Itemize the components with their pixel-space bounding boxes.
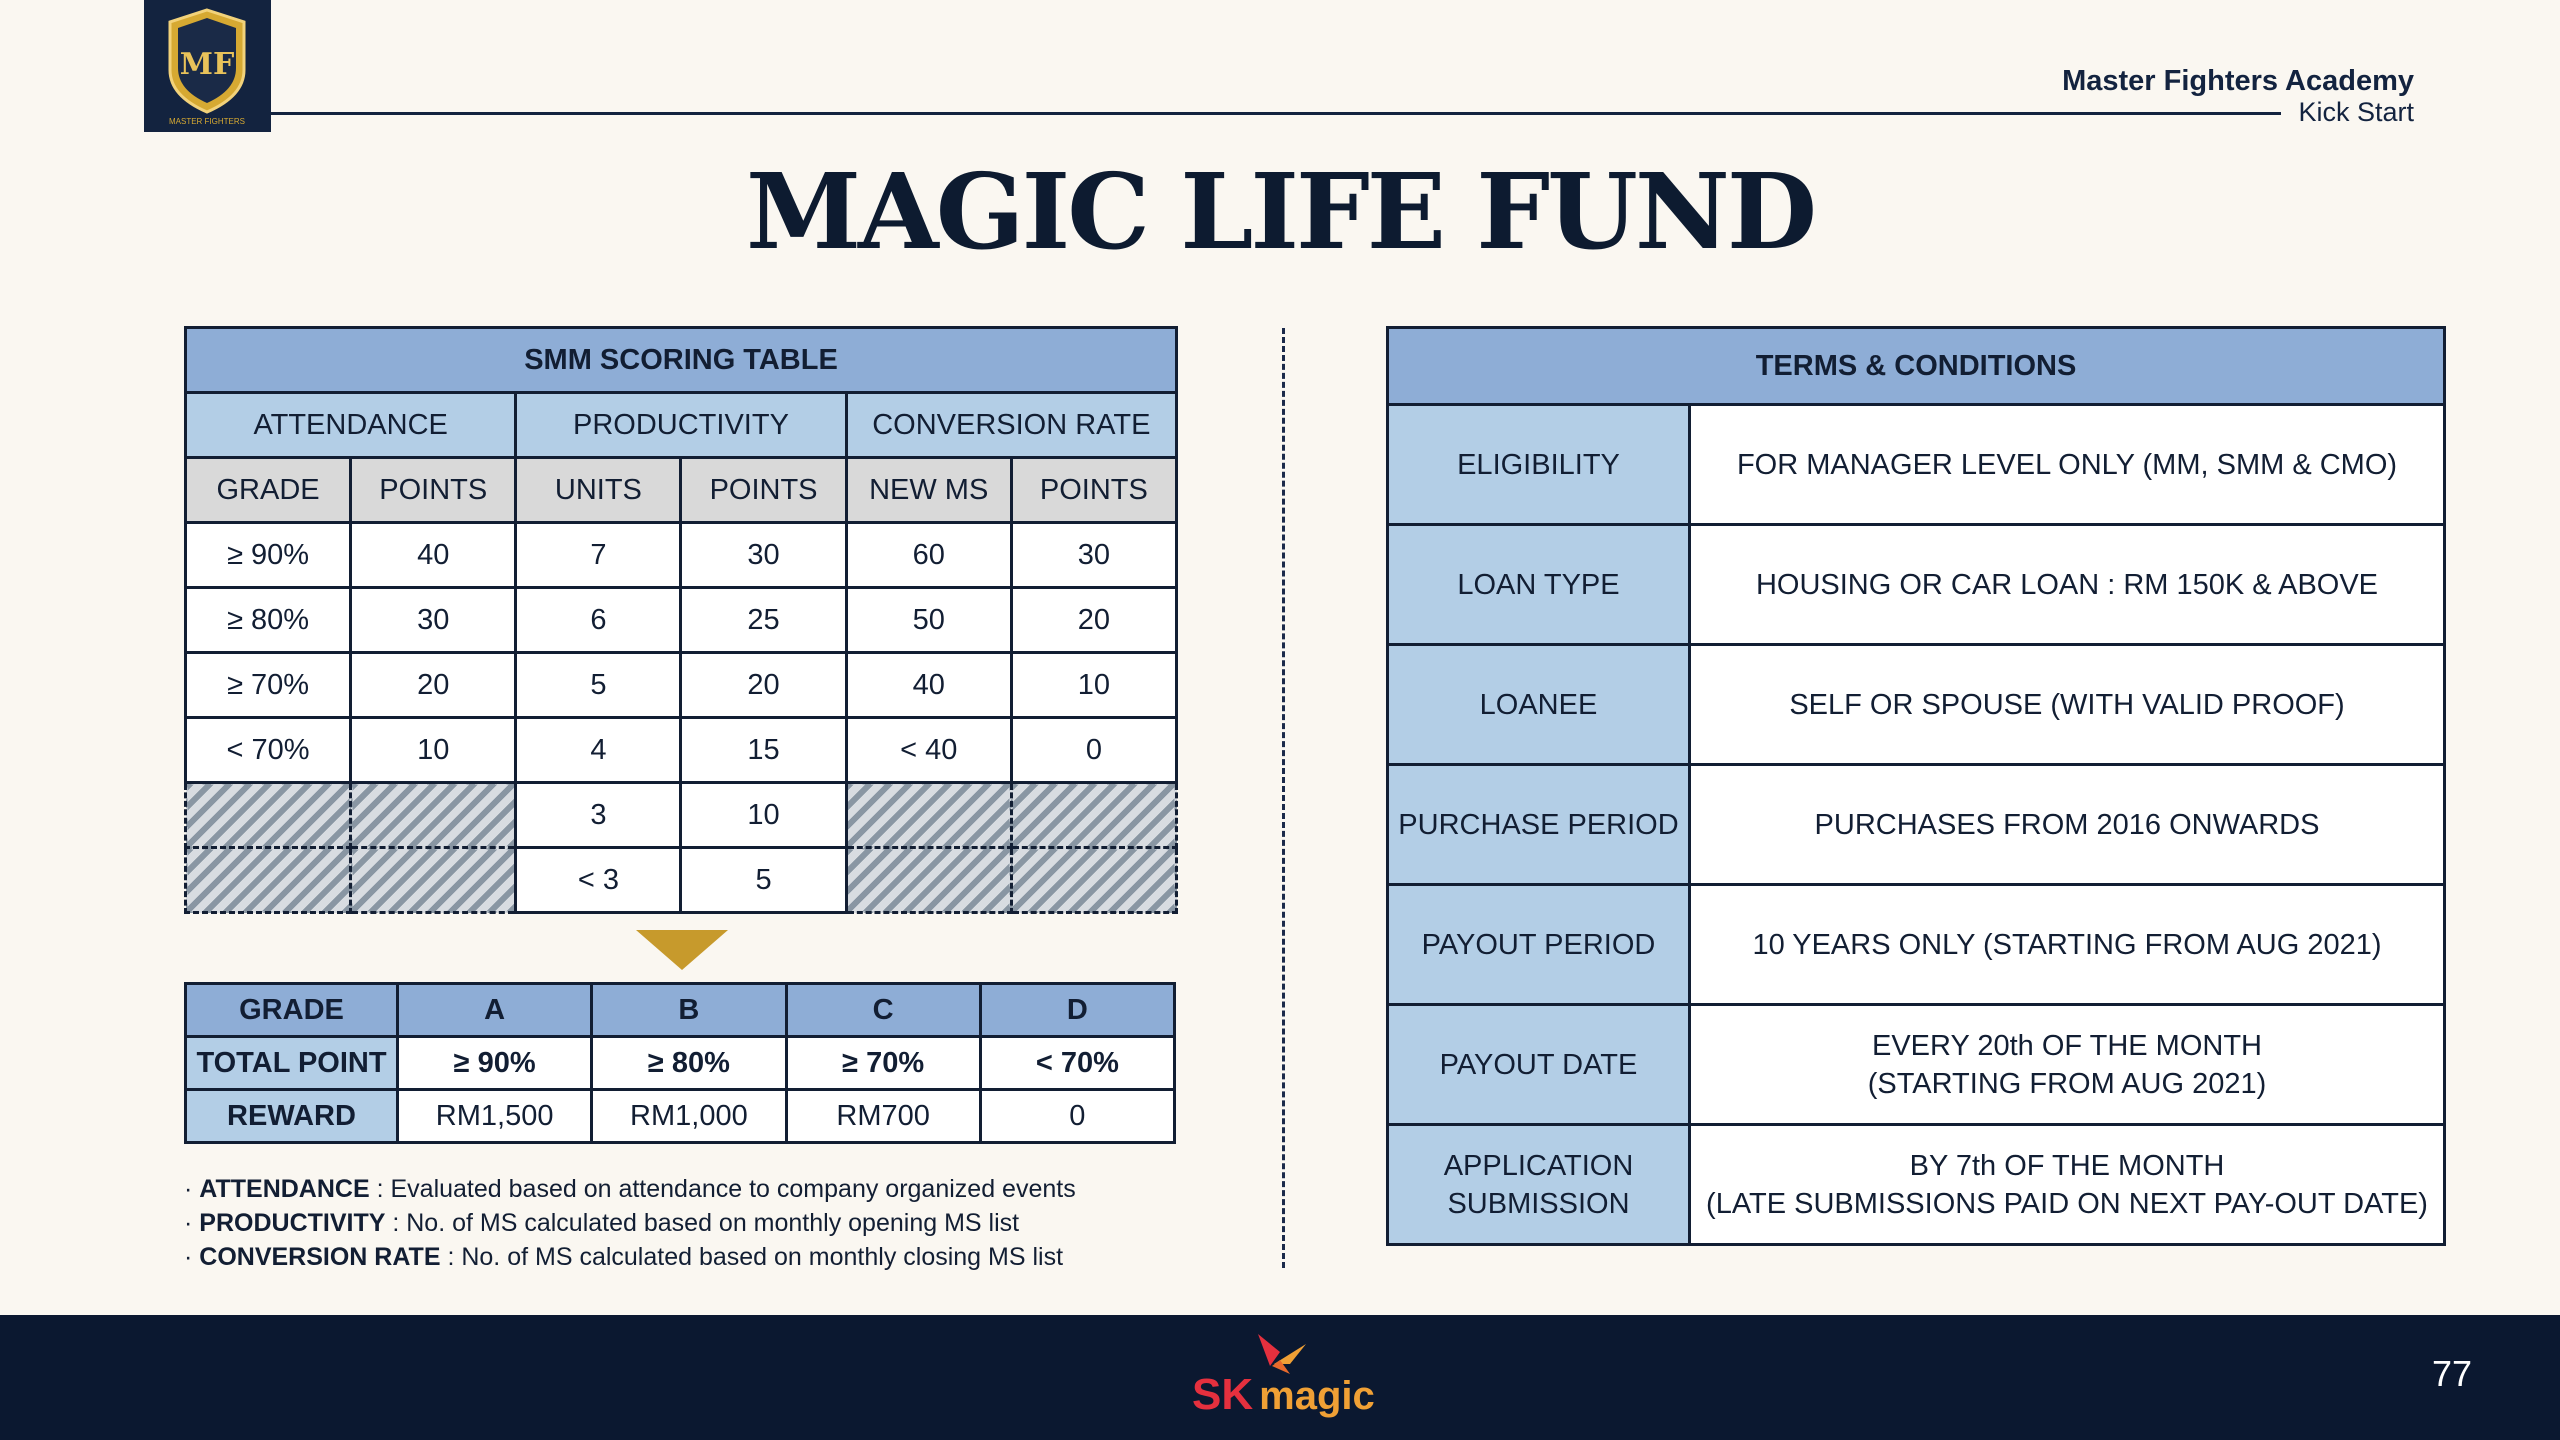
term-value-line: EVERY 20th OF THE MONTH: [1872, 1029, 2262, 1062]
term-key: [1388, 1125, 1690, 1245]
table-cell: 20: [351, 653, 516, 718]
table-cell: 3: [516, 783, 681, 848]
svg-text:MF: MF: [179, 47, 235, 82]
note-term: PRODUCTIVITY: [199, 1209, 386, 1237]
note-item: · ATTENDANCE : Evaluated based on attendance to company organized events: [184, 1175, 1076, 1203]
page-number: 77: [2431, 1353, 2472, 1394]
hatched-cell: [186, 783, 351, 848]
table-cell: 6: [516, 588, 681, 653]
table-row: [1388, 645, 2445, 765]
note-text: : No. of MS calculated based on monthly opening MS list: [385, 1209, 1020, 1237]
brand-block: [2062, 66, 2414, 128]
grade-b: B: [592, 984, 786, 1037]
reward-cell: RM1,000: [592, 1090, 786, 1143]
term-key: PAYOUT DATE: [1388, 1005, 1690, 1125]
column-header: GRADE: [186, 458, 351, 523]
total-point-cell: ≥ 90%: [398, 1037, 592, 1090]
table-row: [1388, 765, 2445, 885]
column-header: POINTS: [681, 458, 846, 523]
reward-cell: RM700: [786, 1090, 980, 1143]
brand-name: Master Fighters Academy: [2062, 65, 2414, 97]
table-cell: 5: [681, 848, 846, 913]
arrow-down-icon: [636, 930, 728, 970]
table-row: [186, 588, 1177, 653]
grade-header-label: GRADE: [186, 984, 398, 1037]
table-row: [1388, 1125, 2445, 1245]
total-point-cell: ≥ 80%: [592, 1037, 786, 1090]
term-value: FOR MANAGER LEVEL ONLY (MM, SMM & CMO): [1690, 405, 2445, 525]
table-cell: 0: [1011, 718, 1176, 783]
terms-title: TERMS & CONDITIONS: [1388, 328, 2445, 405]
term-value: 10 YEARS ONLY (STARTING FROM AUG 2021): [1690, 885, 2445, 1005]
term-key: PURCHASE PERIOD: [1388, 765, 1690, 885]
table-cell: 20: [1011, 588, 1176, 653]
table-row: [186, 653, 1177, 718]
note-term: CONVERSION RATE: [199, 1243, 441, 1271]
table-cell: ≥ 90%: [186, 523, 351, 588]
grade-d: D: [980, 984, 1174, 1037]
table-cell: 25: [681, 588, 846, 653]
term-key: LOAN TYPE: [1388, 525, 1690, 645]
table-row: [186, 984, 1175, 1037]
term-key: LOANEE: [1388, 645, 1690, 765]
term-value: [1690, 1125, 2445, 1245]
table-cell: 10: [681, 783, 846, 848]
terms-table: [1386, 326, 2446, 1246]
term-key: ELIGIBILITY: [1388, 405, 1690, 525]
note-text: : No. of MS calculated based on monthly closing MS list: [440, 1243, 1064, 1271]
table-cell: 4: [516, 718, 681, 783]
note-term: ATTENDANCE: [199, 1175, 370, 1203]
table-row: [186, 848, 1177, 913]
hatched-cell: [846, 848, 1011, 913]
table-cell: 30: [1011, 523, 1176, 588]
term-key-line: SUBMISSION: [1447, 1187, 1630, 1220]
term-value-line: (STARTING FROM AUG 2021): [1867, 1067, 2267, 1100]
table-row: [1388, 885, 2445, 1005]
table-cell: 60: [846, 523, 1011, 588]
column-header: POINTS: [351, 458, 516, 523]
total-point-cell: ≥ 70%: [786, 1037, 980, 1090]
hatched-cell: [351, 848, 516, 913]
header-rule: [271, 112, 2281, 115]
column-header: NEW MS: [846, 458, 1011, 523]
table-row: [1388, 1005, 2445, 1125]
term-value: PURCHASES FROM 2016 ONWARDS: [1690, 765, 2445, 885]
table-cell: < 70%: [186, 718, 351, 783]
hatched-cell: [351, 783, 516, 848]
table-cell: ≥ 70%: [186, 653, 351, 718]
magic-wordmark: magic: [1259, 1374, 1375, 1418]
note-item: · PRODUCTIVITY : No. of MS calculated based on monthly opening MS list: [184, 1209, 1020, 1237]
column-header: POINTS: [1011, 458, 1176, 523]
hatched-cell: [1011, 848, 1176, 913]
table-cell: < 40: [846, 718, 1011, 783]
note-item: · CONVERSION RATE : No. of MS calculated based on monthly closing MS list: [184, 1243, 1064, 1271]
page-title: MAGIC LIFE FUND: [745, 150, 1815, 273]
note-text: : Evaluated based on attendance to company organized events: [369, 1175, 1076, 1203]
reward-cell: RM1,500: [398, 1090, 592, 1143]
grade-c: C: [786, 984, 980, 1037]
brand-subtitle: Kick Start: [2298, 96, 2414, 127]
table-row: [186, 783, 1177, 848]
group-attendance: ATTENDANCE: [186, 393, 516, 458]
term-key: PAYOUT PERIOD: [1388, 885, 1690, 1005]
table-row: [186, 1090, 1175, 1143]
table-cell: ≥ 80%: [186, 588, 351, 653]
table-cell: 7: [516, 523, 681, 588]
hatched-cell: [846, 783, 1011, 848]
table-row: [1388, 525, 2445, 645]
reward-cell: 0: [980, 1090, 1174, 1143]
total-point-label: TOTAL POINT: [186, 1037, 398, 1090]
table-row: [186, 523, 1177, 588]
sk-wordmark: SK: [1192, 1370, 1254, 1419]
table-cell: 50: [846, 588, 1011, 653]
table-row: [1388, 405, 2445, 525]
term-value-line: BY 7th OF THE MONTH: [1909, 1149, 2225, 1182]
sk-magic-logo: [1184, 1330, 1384, 1430]
notes-list: [184, 1172, 1076, 1274]
grade-a: A: [398, 984, 592, 1037]
hatched-cell: [1011, 783, 1176, 848]
smm-scoring-table: [184, 326, 1178, 914]
table-cell: 30: [351, 588, 516, 653]
column-header: UNITS: [516, 458, 681, 523]
academy-logo: [144, 0, 271, 132]
table-cell: 40: [351, 523, 516, 588]
vertical-divider: [1282, 328, 1285, 1268]
table-cell: 5: [516, 653, 681, 718]
scoring-table-title: SMM SCORING TABLE: [186, 328, 1177, 393]
table-row: [186, 1037, 1175, 1090]
table-cell: 20: [681, 653, 846, 718]
term-value-line: (LATE SUBMISSIONS PAID ON NEXT PAY-OUT DATE): [1706, 1187, 2428, 1220]
table-cell: < 3: [516, 848, 681, 913]
table-cell: 30: [681, 523, 846, 588]
grade-table: [184, 982, 1176, 1144]
table-cell: 15: [681, 718, 846, 783]
hatched-cell: [186, 848, 351, 913]
term-value: SELF OR SPOUSE (WITH VALID PROOF): [1690, 645, 2445, 765]
table-cell: 40: [846, 653, 1011, 718]
table-cell: 10: [351, 718, 516, 783]
sk-magic-wordmark: [1192, 1370, 1375, 1420]
group-conversion-rate: CONVERSION RATE: [846, 393, 1176, 458]
term-value: HOUSING OR CAR LOAN : RM 150K & ABOVE: [1690, 525, 2445, 645]
table-row: [186, 718, 1177, 783]
reward-label: REWARD: [186, 1090, 398, 1143]
table-cell: 10: [1011, 653, 1176, 718]
total-point-cell: < 70%: [980, 1037, 1174, 1090]
term-key-line: APPLICATION: [1443, 1149, 1634, 1182]
group-productivity: PRODUCTIVITY: [516, 393, 846, 458]
svg-text:MASTER FIGHTERS: MASTER FIGHTERS: [168, 117, 246, 126]
term-value: [1690, 1005, 2445, 1125]
